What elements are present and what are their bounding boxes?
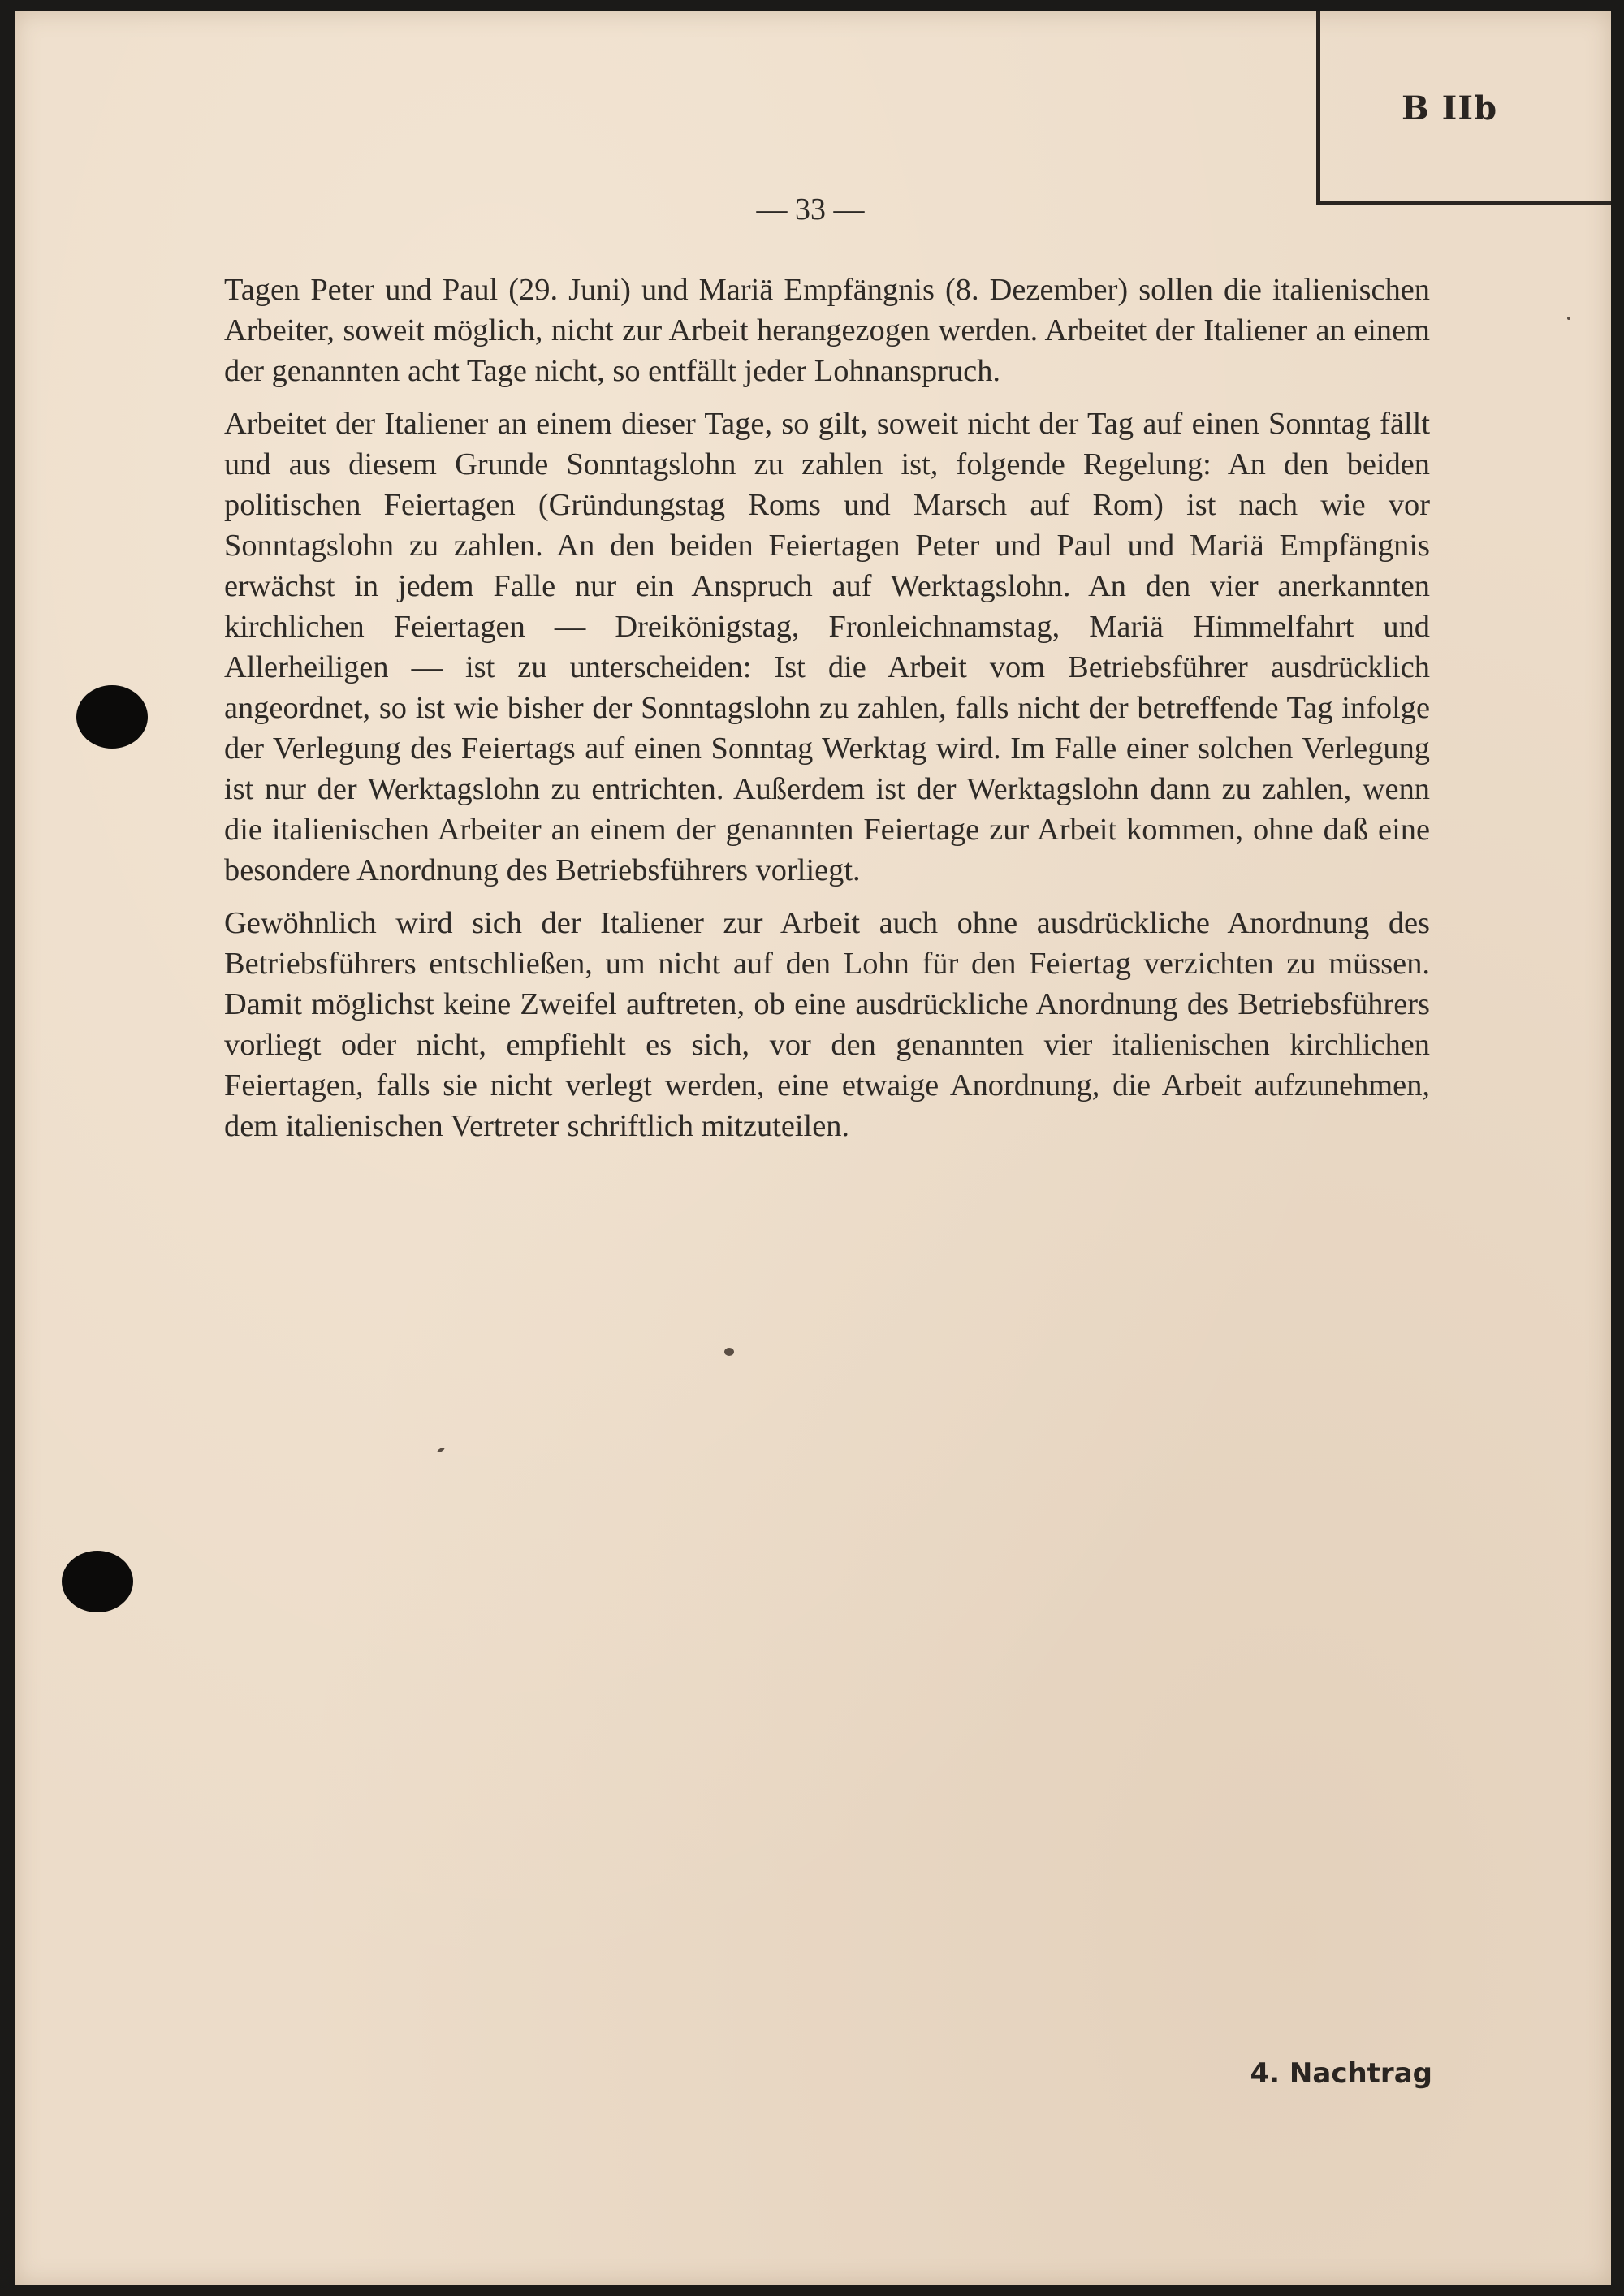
paragraph-3: Gewöhnlich wird sich der Italiener zur Arbeit auch ohne ausdrückliche Anordnung des Betriebsführers entschließen, um nicht auf den Lohn für den Feiertag verzichten zu müssen. Damit möglichst keine Zweifel auftreten, ob eine ausdrückliche Anordnung des Betriebsführers vorliegt oder nicht, empfiehlt es sich, vor den genannten vier italienischen kirchlichen Feiertagen, falls sie nicht verlegt werden, eine etwaige Anordnung, die Arbeit aufzunehmen, dem italienischen Vertreter schriftlich mitzuteilen.	[224, 906, 1430, 1143]
ink-speck	[724, 1348, 734, 1356]
section-label: B IIb	[1401, 89, 1498, 127]
paragraph-2: Arbeitet der Italiener an einem dieser Tage, so gilt, soweit nicht der Tag auf einen Sonntag fällt und aus diesem Grunde Sonntagslohn zu zahlen ist, folgende Regelung: An den beiden politischen Feiertagen (Gründungstag Roms und Marsch auf Rom) ist nach wie vor Sonntagslohn zu zahlen. An den beiden Feiertagen Peter und Paul und Mariä Empfängnis erwächst in jedem Falle nur ein Anspruch auf Werktagslohn. An den vier anerkannten kirchlichen Feiertagen — Dreikönigstag, Fronleichnamstag, Mariä Himmelfahrt und Allerheiligen — ist zu unterscheiden: Ist die Arbeit vom Betriebsführer ausdrücklich angeordnet, so ist wie bisher der Sonntagslohn zu zahlen, falls nicht der betreffende Tag infolge der Verlegung des Feiertags auf einen Sonntag Werktag wird. Im Falle einer solchen Verlegung ist nur der Werktagslohn zu entrichten. Außerdem ist der Werktagslohn dann zu zahlen, wenn die italienischen Arbeiter an einem der genannten Feiertage zur Arbeit kommen, ohne daß eine besondere Anordnung des Betriebsführers vorliegt.	[224, 407, 1430, 887]
document-page	[15, 11, 1611, 2285]
body-text	[224, 270, 1430, 1159]
page-number: — 33 —	[756, 192, 865, 227]
punch-hole-top	[76, 685, 148, 749]
punch-hole-bottom	[62, 1551, 133, 1612]
ink-speck	[437, 1447, 446, 1453]
supplement-label: 4. Nachtrag	[1250, 2057, 1432, 2090]
ink-speck	[1567, 317, 1570, 320]
paragraph-1: Tagen Peter und Paul (29. Juni) und Mariä Empfängnis (8. Dezember) sollen die italienischen Arbeiter, soweit möglich, nicht zur Arbeit herangezogen werden. Arbeitet der Italiener an einem der genannten acht Tage nicht, so entfällt jeder Lohnanspruch.	[224, 273, 1430, 388]
